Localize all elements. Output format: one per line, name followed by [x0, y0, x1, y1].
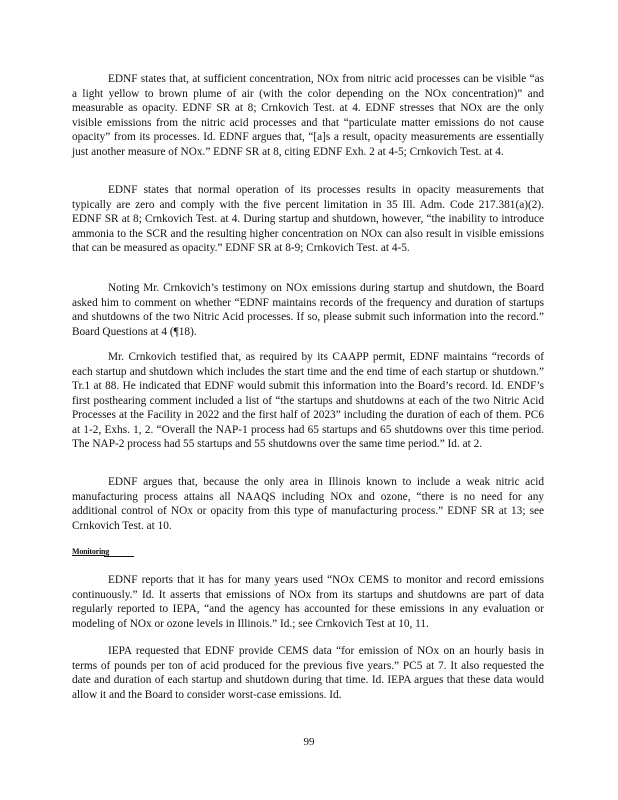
page-number: 99 — [303, 736, 315, 748]
section-heading: Monitoring — [72, 547, 110, 556]
paragraph-iepa-request: IEPA requested that EDNF provide CEMS data “for emission of NOx on an hourly basis in terms of pounds per ton of acid produced for the previous five years.” PC5 at 7. It also requested the date and duration of each startup and shutdown during that time. Id. IEPA argues that these data would allow it and the Board to consider worst-case emissions. Id. — [72, 645, 544, 701]
paragraph-startup-records: Mr. Crnkovich testified that, as required by its CAAPP permit, EDNF maintains “records of each startup and shutdown which includes the start time and the end time of each startup or shutdown.” Tr.1 at 88. He indicated that EDNF would submit this information into the Board’s record. Id. ENDF’s first posthearing comment included a list of “the startups and shutdowns at each of the two Nitric Acid Processes at the Facility in 2022 and the first half of 2023” including the duration of each of them. PC6 at 1-2, Exhs. 1, 2. “Overall the NAP-1 process had 65 startups and 65 shutdowns over this time period. The NAP-2 process had 55 startups and 55 shutdowns over the same time period.” Id. at 2. — [72, 351, 544, 450]
paragraph-board-question: Noting Mr. Crnkovich’s testimony on NOx emissions during startup and shutdown, the Board asked him to comment on whether “EDNF maintains records of the frequency and duration of startups and shutdowns of the two Nitric Acid processes. If so, please submit such information into the record.” Board Questions at 4 (¶18). — [72, 282, 544, 338]
heading-underline — [104, 556, 134, 557]
paragraph-opacity-visibility: EDNF states that, at sufficient concentration, NOx from nitric acid processes can be visible “as a light yellow to brown plume of air (with the color depending on the NOx concentration)” and measurable as opacity. EDNF SR at 8; Crnkovich Test. at 4. EDNF stresses that NOx are the only visible emissions from the nitric acid processes and that “particulate matter emissions do not cause opacity” from its processes. Id. EDNF argues that, “[a]s a result, opacity measurements are essentially just another measure of NOx.” EDNF SR at 8, citing EDNF Exh. 2 at 4-5; Crnkovich Test. at 4. — [72, 73, 544, 158]
paragraph-naaqs-attainment: EDNF argues that, because the only area in Illinois known to include a weak nitric acid manufacturing process attains all NAAQS including NOx and ozone, “there is no need for any additional control of NOx or opacity from this type of manufacturing process.” EDNF SR at 13; see Crnkovich Test. at 10. — [72, 476, 544, 532]
paragraph-cems-reporting: EDNF reports that it has for many years used “NOx CEMS to monitor and record emissions continuously.” Id. It asserts that emissions of NOx from its startups and shutdowns are part of data regularly reported to IEPA, “and the agency has accounted for these emissions in any evaluation or modeling of NOx or ozone levels in Illinois.” Id.; see Crnkovich Test at 10, 11. — [72, 574, 544, 630]
paragraph-normal-operation: EDNF states that normal operation of its processes results in opacity measurements that typically are zero and comply with the five percent limitation in 35 Ill. Adm. Code 217.381(a)(2). EDNF SR at 8; Crnkovich Test. at 4. During startup and shutdown, however, “the inability to introduce ammonia to the SCR and the resulting higher concentration on NOx can also result in visible emissions that can be measured as opacity.” EDNF SR at 8-9; Crnkovich Test. at 4-5. — [72, 184, 544, 254]
